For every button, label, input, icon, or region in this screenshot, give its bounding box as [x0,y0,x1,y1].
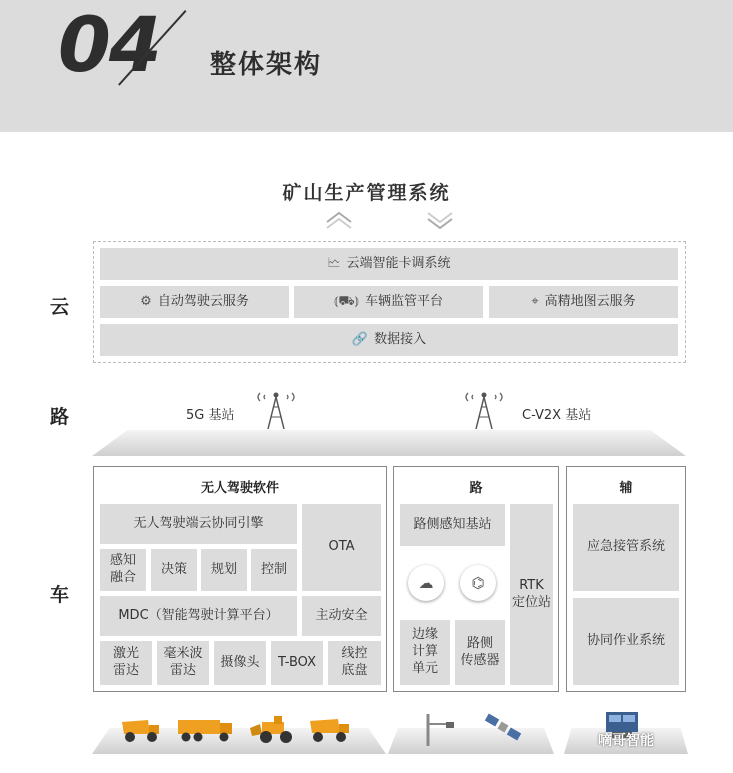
ota: OTA [302,504,381,591]
roadside-heading: 路 [469,481,483,496]
emergency-takeover: 应急接管系统 [573,504,679,591]
vehicle-monitoring-platform [294,286,483,318]
link-icon: 🔗 [351,331,369,347]
coop-engine: 无人驾驶端云协同引擎 [100,504,297,544]
watermark-text: 嘀哥智能 [598,733,654,749]
rtk-station: RTK 定位站 [510,504,553,685]
car-signal-icon: ⦅⛟⦆ [333,293,359,309]
tower-5g-icon [250,383,302,431]
chassis: 线控 底盘 [328,641,381,685]
side-label-road: 路 [50,406,70,428]
roadside-pole-icon [418,710,458,748]
planning: 规划 [201,549,247,591]
vehicle-monitoring-label: 车辆监管平台 [365,293,444,309]
mining-truck-icon [308,716,352,744]
road-platform [92,430,686,456]
base-station-5g-label: 5G 基站 [186,408,235,423]
hd-map-cloud-service [489,286,678,318]
header-band [0,0,733,132]
system-title: 矿山生产管理系统 [282,182,451,204]
map-pin-icon: ⌖ [531,293,539,309]
loader-icon [248,714,298,744]
down-chevron-icon [425,210,455,230]
section-number: 04 [58,0,160,89]
active-safety: 主动安全 [302,596,381,636]
perception-fusion: 感知 融合 [100,549,146,591]
aux-heading: 辅 [619,481,633,496]
data-access-label: 数据接入 [374,331,427,347]
edge-computing-unit: 边缘 计算 单元 [400,620,450,685]
autonomous-cloud-label: 自动驾驶云服务 [157,293,249,309]
roadside-platform [388,728,554,754]
lidar: 激光 雷达 [100,641,152,685]
camera: 摄像头 [214,641,266,685]
software-heading: 无人驾驶软件 [200,481,279,496]
t-box: T-BOX [271,641,323,685]
driver-icon: ⚙ [140,293,152,309]
side-label-vehicle: 车 [50,584,70,606]
data-access [100,324,678,356]
base-station-v2x-label: C-V2X 基站 [522,408,592,423]
coop-operation: 协同作业系统 [573,598,679,685]
up-chevron-icon [324,210,354,230]
dispatch-label: 云端智能卡调系统 [346,255,451,271]
router-icon: ⌬ [460,565,496,601]
dump-truck-icon [120,716,162,744]
autonomous-cloud-service [100,286,289,318]
roadside-sensing-station: 路侧感知基站 [400,504,505,546]
satellite-icon [484,712,524,746]
dispatch-system [100,248,678,280]
cloud-storage-icon: ☁ [408,565,444,601]
mmwave-radar: 毫米波 雷达 [157,641,209,685]
decision: 决策 [151,549,197,591]
mdc-platform: MDC（智能驾驶计算平台） [100,596,297,636]
roadside-sensor: 路侧 传感器 [455,620,505,685]
section-title: 整体架构 [210,50,323,80]
tower-v2x-icon [458,383,510,431]
side-label-cloud: 云 [50,296,70,318]
control: 控制 [251,549,297,591]
hd-map-label: 高精地图云服务 [544,293,636,309]
monitor-chart-icon: 🗠 [327,255,341,271]
cargo-truck-icon [176,716,234,744]
